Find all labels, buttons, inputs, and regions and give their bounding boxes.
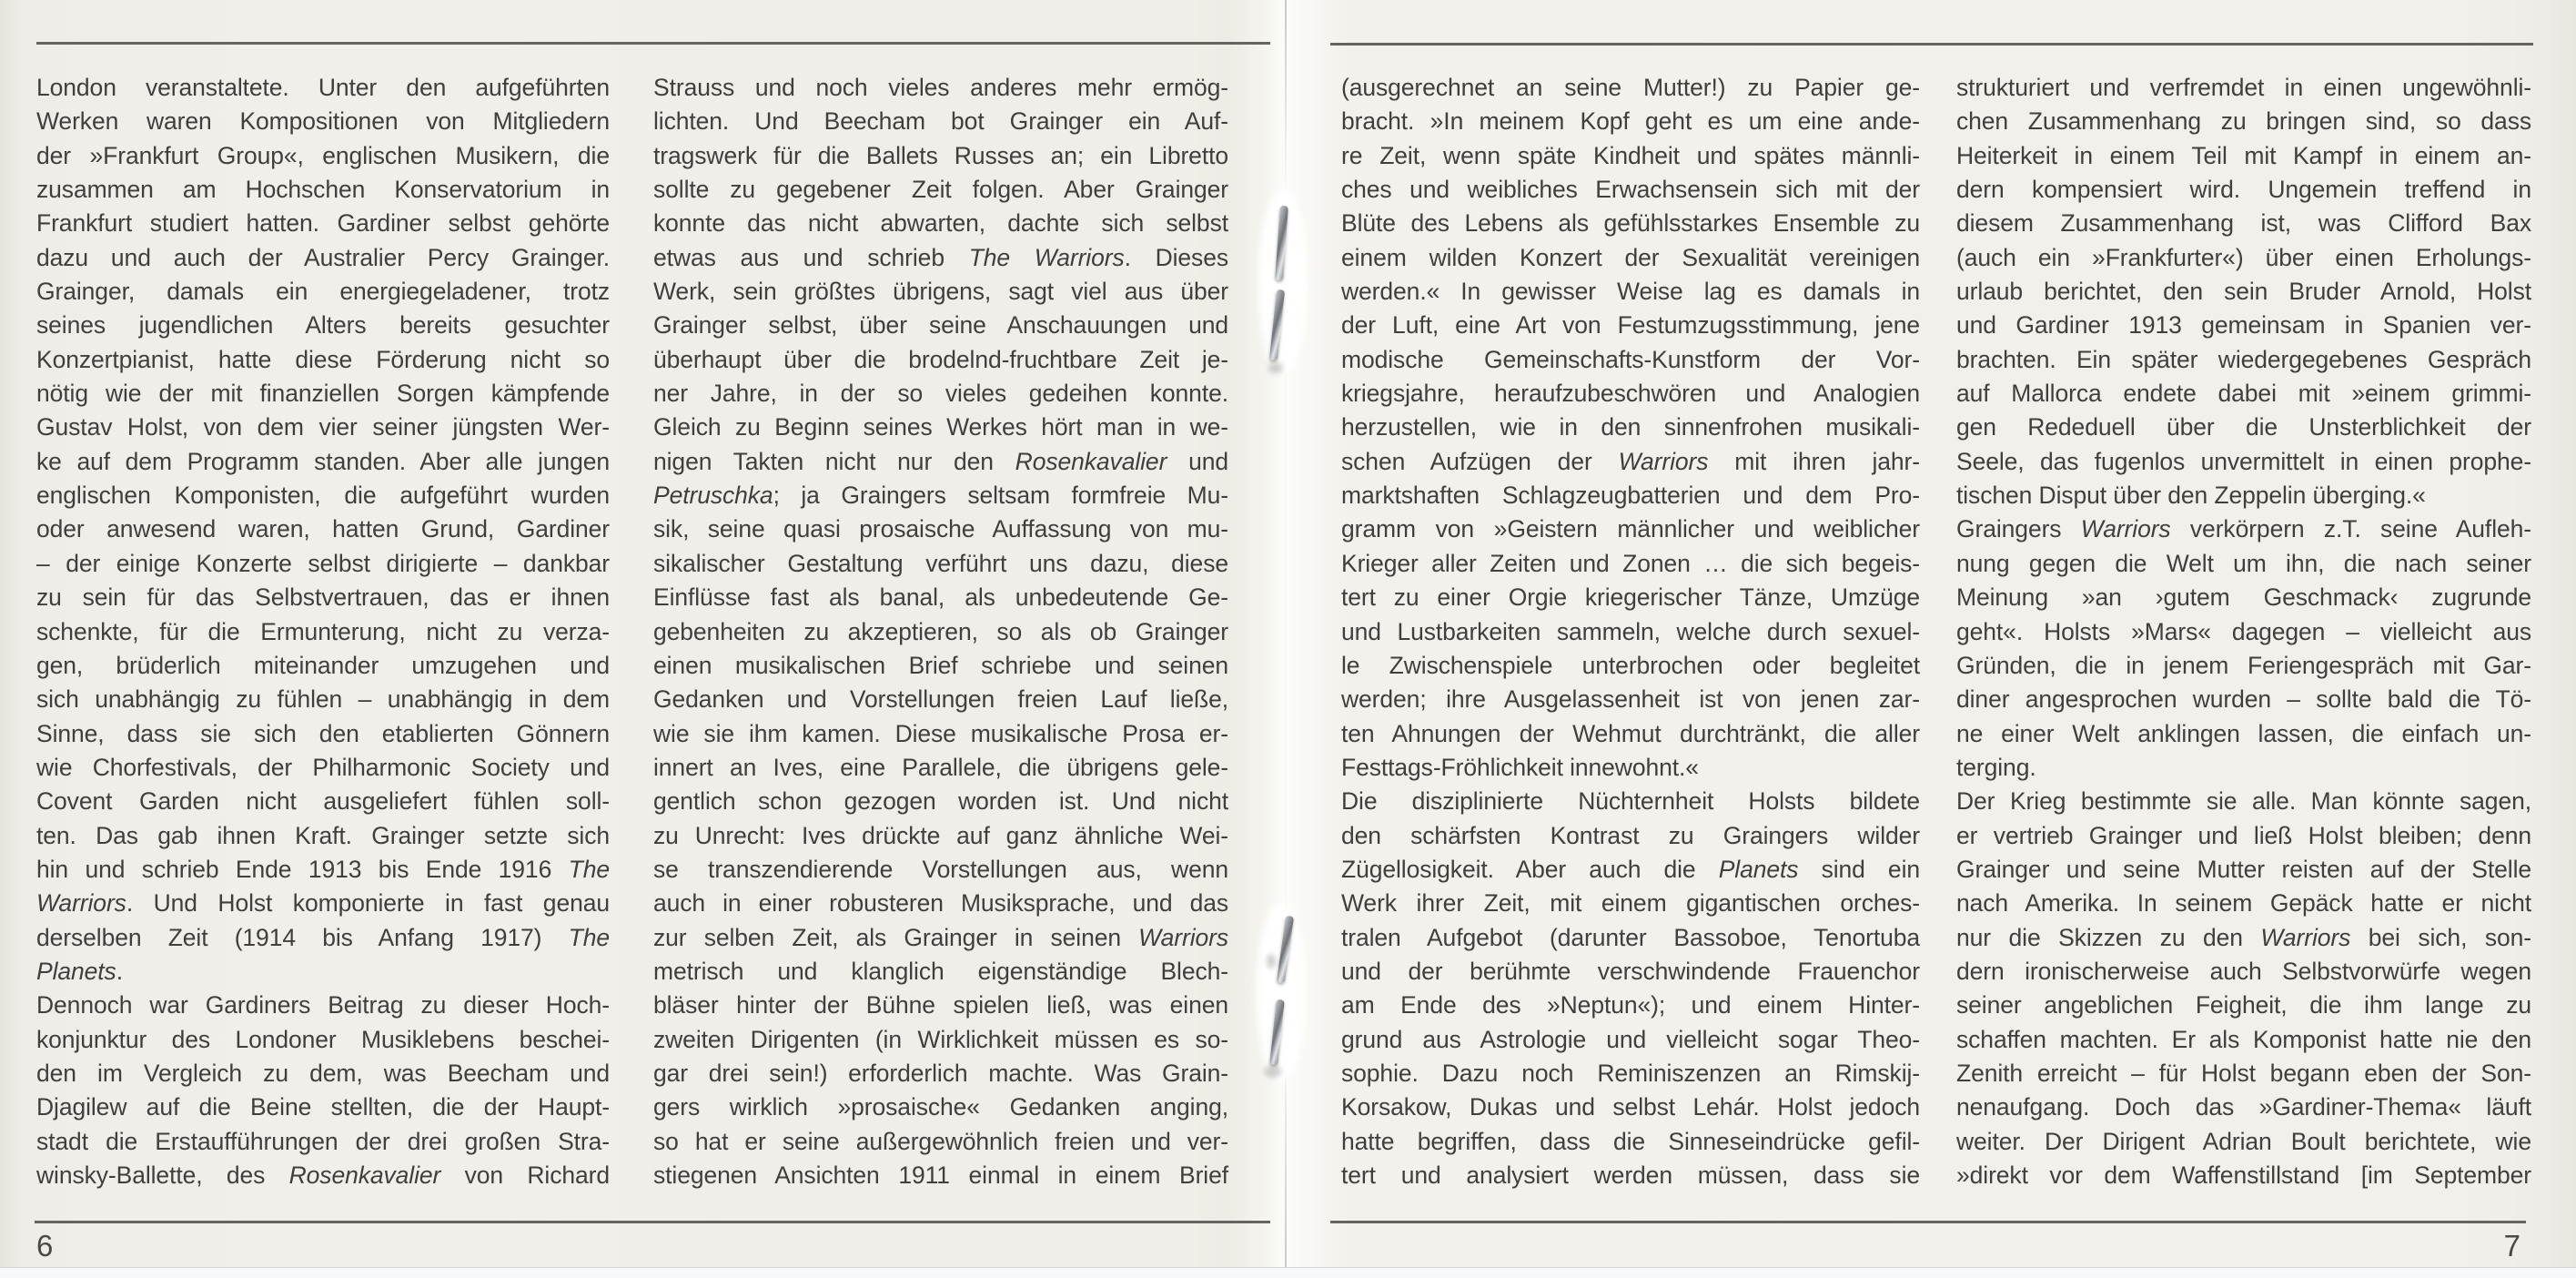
text-segment: gramm von »Geistern männlicher und weiblicher bbox=[1341, 515, 1920, 543]
text-line bbox=[1956, 751, 2531, 785]
italic-text: The bbox=[568, 855, 610, 883]
text-line bbox=[653, 853, 1228, 887]
text-segment: bläser hinter der Bühne spielen ließ, was einen bbox=[653, 991, 1228, 1019]
text-line bbox=[36, 717, 610, 751]
text-line bbox=[36, 343, 610, 377]
text-segment: Gustav Holst, von dem vier seiner jüngsten Wer- bbox=[36, 413, 610, 441]
text-segment: sind ein bbox=[1798, 855, 1920, 883]
text-segment: brachten. Ein später wiedergegebenes Gespräch bbox=[1956, 345, 2531, 373]
italic-text: Warriors bbox=[2260, 923, 2351, 951]
text-segment: einen musikalischen Brief schriebe und seinen bbox=[653, 651, 1228, 679]
text-line bbox=[653, 785, 1228, 818]
text-line bbox=[36, 173, 610, 207]
text-line bbox=[653, 547, 1228, 581]
binding-smudge bbox=[1267, 954, 1276, 969]
text-line bbox=[1341, 581, 1920, 614]
text-segment: zur selben Zeit, als Grainger in seinen bbox=[653, 923, 1139, 951]
text-segment: re Zeit, wenn späte Kindheit und spätes männli- bbox=[1341, 141, 1920, 169]
text-segment: ner Jahre, in der so vieles gedeihen konnte. bbox=[653, 380, 1228, 408]
text-segment: – der einige Konzerte selbst dirigierte – dankbar bbox=[36, 549, 610, 577]
text-line bbox=[653, 1023, 1228, 1057]
text-segment: auch in einer robusteren Musiksprache, und das bbox=[653, 889, 1228, 918]
text-segment: verkörpern z.T. seine Aufleh- bbox=[2170, 515, 2531, 543]
text-line bbox=[36, 1023, 610, 1057]
text-segment: und Lustbarkeiten sammeln, welche durch sexuel- bbox=[1341, 617, 1920, 645]
text-line bbox=[36, 887, 610, 920]
text-line bbox=[1956, 71, 2531, 105]
text-segment: Meinung »an ›gutem Geschmack‹ zugrunde bbox=[1956, 583, 2531, 612]
text-line bbox=[1341, 547, 1920, 581]
text-segment: »direkt vor dem Waffenstillstand [im September bbox=[1956, 1161, 2531, 1189]
text-line bbox=[36, 1159, 610, 1192]
text-line bbox=[1956, 411, 2531, 444]
text-segment: der »Frankfurt Group«, englischen Musikern, die bbox=[36, 141, 610, 169]
text-line bbox=[1341, 377, 1920, 411]
text-segment: Werk ihrer Zeit, mit einem gigantischen orches- bbox=[1341, 889, 1920, 918]
text-segment: wie sie ihm kamen. Diese musikalische Prosa er- bbox=[653, 719, 1228, 747]
text-segment: (ausgerechnet an seine Mutter!) zu Papier ge- bbox=[1341, 74, 1920, 101]
text-line bbox=[653, 955, 1228, 989]
binding-smudge bbox=[1268, 362, 1283, 373]
text-segment: Grainger, damals ein energiegeladener, trotz bbox=[36, 278, 610, 306]
text-line bbox=[1341, 1023, 1920, 1057]
text-line bbox=[653, 71, 1228, 105]
text-line bbox=[1956, 1090, 2531, 1124]
italic-text: Rosenkavalier bbox=[288, 1161, 441, 1189]
text-segment: englischen Komponisten, die aufgeführt wurden bbox=[36, 482, 610, 510]
text-segment: sophie. Dazu noch Reminiszenzen an Rimskij- bbox=[1341, 1059, 1920, 1087]
italic-text: Planets bbox=[36, 957, 116, 985]
text-segment: werden; ihre Ausgelassenheit ist von jenen zar- bbox=[1341, 685, 1920, 714]
text-line bbox=[1341, 989, 1920, 1022]
text-line bbox=[36, 445, 610, 479]
text-segment: gar drei sein!) erforderlich machte. Was Grain- bbox=[653, 1059, 1228, 1087]
text-line bbox=[653, 921, 1228, 955]
text-segment: . Und Holst komponierte in fast genau bbox=[126, 889, 610, 918]
text-line bbox=[653, 649, 1228, 683]
text-line bbox=[1341, 309, 1920, 342]
text-segment: Blüte des Lebens als gefühlsstarkes Ensemble zu bbox=[1341, 209, 1920, 238]
text-segment: Dennoch war Gardiners Beitrag zu dieser Hoch- bbox=[36, 991, 610, 1019]
text-segment: geht«. Holsts »Mars« dagegen – vielleicht aus bbox=[1956, 617, 2531, 645]
text-segment: winsky-Ballette, des bbox=[36, 1161, 289, 1189]
text-segment: Werk, sein größtes übrigens, sagt viel aus über bbox=[653, 278, 1228, 306]
text-segment: Zenith erreicht – für Holst begann eben der Son- bbox=[1956, 1059, 2531, 1087]
text-segment: marktshaften Schlagzeugbatterien und dem Pro- bbox=[1341, 482, 1920, 510]
text-line bbox=[653, 139, 1228, 173]
text-line bbox=[1956, 173, 2531, 207]
text-line bbox=[653, 479, 1228, 512]
text-line bbox=[36, 377, 610, 411]
text-segment: mit ihren jahr- bbox=[1708, 447, 1920, 475]
text-line bbox=[1956, 955, 2531, 989]
text-segment: Gleich zu Beginn seines Werkes hört man in we- bbox=[653, 413, 1228, 441]
text-segment: bei sich, son- bbox=[2350, 923, 2531, 951]
text-line bbox=[36, 1125, 610, 1159]
text-line bbox=[653, 751, 1228, 785]
text-segment: London veranstaltete. Unter den aufgeführten bbox=[36, 74, 610, 101]
text-line bbox=[1341, 615, 1920, 649]
text-line bbox=[36, 1090, 610, 1124]
text-line bbox=[1956, 921, 2531, 955]
text-segment: nach Amerika. In seinem Gepäck hatte er nicht bbox=[1956, 889, 2531, 918]
text-segment: oder anwesend waren, hatten Grund, Gardiner bbox=[36, 515, 610, 543]
text-line bbox=[1341, 649, 1920, 683]
text-segment: Heiterkeit in einem Teil mit Kampf in einem an- bbox=[1956, 141, 2531, 169]
text-segment: seines jugendlichen Alters bereits gesuchter bbox=[36, 311, 610, 340]
text-line bbox=[1341, 1090, 1920, 1124]
text-line bbox=[1956, 343, 2531, 377]
text-segment: auf Mallorca endete dabei mit »einem grimmi- bbox=[1956, 380, 2531, 408]
text-segment: Seele, das fugenlos unvermittelt in einen prophe- bbox=[1956, 447, 2531, 475]
text-line bbox=[1956, 547, 2531, 581]
text-line bbox=[653, 512, 1228, 546]
text-segment: Frankfurt studiert hatten. Gardiner selbst gehörte bbox=[36, 209, 610, 238]
text-segment: (auch ein »Frankfurter«) über einen Erholungs- bbox=[1956, 243, 2531, 271]
text-segment: schen Aufzügen der bbox=[1341, 447, 1619, 475]
text-segment: kriegsjahre, heraufzubeschwören und Analogien bbox=[1341, 380, 1920, 408]
top-rule-right-page bbox=[1330, 43, 2533, 46]
text-segment: tragswerk für die Ballets Russes an; ein Libretto bbox=[653, 141, 1228, 169]
text-segment: . Dieses bbox=[1124, 243, 1228, 271]
text-line bbox=[36, 955, 610, 989]
text-line bbox=[1341, 819, 1920, 853]
text-line bbox=[36, 989, 610, 1022]
text-line bbox=[1956, 1057, 2531, 1090]
text-segment: dern kompensiert wird. Ungemein treffend in bbox=[1956, 176, 2531, 204]
text-segment: Sinne, dass sie sich den etablierten Gönnern bbox=[36, 719, 610, 747]
text-line bbox=[1341, 139, 1920, 173]
text-line bbox=[36, 785, 610, 818]
text-segment: herzustellen, wie in den sinnenfrohen musikali- bbox=[1341, 413, 1920, 441]
text-segment: lichten. Und Beecham bot Grainger ein Auf- bbox=[653, 107, 1228, 136]
text-segment: konjunktur des Londoner Musiklebens beschei- bbox=[36, 1025, 610, 1053]
text-line bbox=[1956, 615, 2531, 649]
text-segment: derselben Zeit (1914 bis Anfang 1917) bbox=[36, 923, 569, 951]
text-line bbox=[1956, 139, 2531, 173]
text-line bbox=[653, 887, 1228, 920]
text-segment: hatte begriffen, dass die Sinneseindrücke gefil- bbox=[1341, 1127, 1920, 1155]
text-line bbox=[1956, 105, 2531, 138]
text-line bbox=[36, 751, 610, 785]
text-segment: Gründen, die in jenem Feriengespräch mit Gar- bbox=[1956, 651, 2531, 679]
text-line bbox=[36, 71, 610, 105]
text-segment: der Luft, eine Art von Festumzugsstimmung, jene bbox=[1341, 311, 1920, 340]
text-segment: gen, brüderlich miteinander umzugehen und bbox=[36, 651, 610, 679]
text-line bbox=[1956, 377, 2531, 411]
text-segment: sik, seine quasi prosaische Auffassung von mu- bbox=[653, 515, 1228, 543]
text-segment: Konzertpianist, hatte diese Förderung nicht so bbox=[36, 345, 610, 373]
text-segment: und bbox=[1167, 447, 1228, 475]
text-line bbox=[653, 819, 1228, 853]
text-segment: Festtags-Fröhlichkeit innewohnt.« bbox=[1341, 753, 1699, 781]
text-line bbox=[1341, 1159, 1920, 1192]
text-segment: Die disziplinierte Nüchternheit Holsts bildete bbox=[1341, 787, 1920, 816]
text-line bbox=[653, 581, 1228, 614]
text-line bbox=[653, 989, 1228, 1022]
text-line bbox=[653, 173, 1228, 207]
text-segment: Korsakow, Dukas und selbst Lehár. Holst jedoch bbox=[1341, 1093, 1920, 1121]
text-segment: gentlich schon gezogen worden ist. Und nicht bbox=[653, 787, 1228, 816]
italic-text: Planets bbox=[1718, 855, 1799, 883]
text-line bbox=[1956, 717, 2531, 751]
text-segment: sikalischer Gestaltung verführt uns dazu, diese bbox=[653, 549, 1228, 577]
text-line bbox=[653, 683, 1228, 716]
text-segment: zusammen am Hochschen Konservatorium in bbox=[36, 176, 610, 204]
text-line bbox=[36, 309, 610, 342]
text-line bbox=[36, 241, 610, 275]
text-segment: den im Vergleich zu dem, was Beecham und bbox=[36, 1059, 610, 1087]
text-segment: nigen Takten nicht nur den bbox=[653, 447, 1015, 475]
text-line bbox=[1341, 921, 1920, 955]
text-segment: le Zwischenspiele unterbrochen oder begleitet bbox=[1341, 651, 1920, 679]
text-line bbox=[1341, 1057, 1920, 1090]
text-segment: ches und weibliches Erwachsensein sich mit der bbox=[1341, 176, 1920, 204]
text-line bbox=[36, 581, 610, 614]
italic-text: The bbox=[568, 923, 610, 951]
text-segment: terging. bbox=[1956, 753, 2036, 781]
text-segment: Djagilew auf die Beine stellten, die der Haupt- bbox=[36, 1093, 610, 1121]
page-number-left: 6 bbox=[36, 1229, 54, 1263]
text-segment: innert an Ives, eine Parallele, die übrigens gele- bbox=[653, 753, 1228, 781]
text-line bbox=[1341, 717, 1920, 751]
text-line bbox=[36, 207, 610, 240]
text-line bbox=[653, 343, 1228, 377]
text-segment: Covent Garden nicht ausgeliefert fühlen soll- bbox=[36, 787, 610, 816]
text-segment: ten Ahnungen der Wehmut durchtränkt, die aller bbox=[1341, 719, 1920, 747]
text-line bbox=[1341, 445, 1920, 479]
italic-text: Warriors bbox=[1138, 923, 1228, 951]
text-segment: metrisch und klanglich eigenständige Blech- bbox=[653, 957, 1228, 985]
text-segment: grund aus Astrologie und vielleicht sogar Theo- bbox=[1341, 1025, 1920, 1053]
text-segment: modische Gemeinschafts-Kunstform der Vor- bbox=[1341, 345, 1920, 373]
text-segment: werden.« In gewisser Weise lag es damals in bbox=[1341, 278, 1920, 306]
text-line bbox=[1341, 887, 1920, 920]
text-line bbox=[653, 241, 1228, 275]
text-line bbox=[1341, 411, 1920, 444]
text-line bbox=[1956, 479, 2531, 512]
text-line bbox=[1956, 1023, 2531, 1057]
text-line bbox=[1341, 105, 1920, 138]
text-line bbox=[653, 1125, 1228, 1159]
text-line bbox=[36, 921, 610, 955]
text-segment: nur die Skizzen zu den bbox=[1956, 923, 2261, 951]
text-segment: Grainger und seine Mutter reisten auf der Stelle bbox=[1956, 855, 2531, 883]
text-segment: schaffen machten. Er als Komponist hatte nie den bbox=[1956, 1025, 2531, 1053]
text-line bbox=[1956, 853, 2531, 887]
text-segment: strukturiert und verfremdet in einen ungewöhnli- bbox=[1956, 74, 2531, 101]
text-line bbox=[1341, 853, 1920, 887]
text-line bbox=[1341, 71, 1920, 105]
text-line bbox=[1956, 512, 2531, 546]
text-line bbox=[653, 1159, 1228, 1192]
text-segment: ; ja Graingers seltsam formfreie Mu- bbox=[773, 482, 1228, 510]
text-segment: gen Rededuell über die Unsterblichkeit der bbox=[1956, 413, 2531, 441]
text-segment: zu sein für das Selbstvertrauen, das er ihnen bbox=[36, 583, 610, 612]
text-line bbox=[1956, 683, 2531, 716]
text-line bbox=[36, 615, 610, 649]
text-line bbox=[1956, 989, 2531, 1022]
italic-text: Rosenkavalier bbox=[1015, 447, 1167, 475]
text-segment: er vertrieb Grainger und ließ Holst bleiben; denn bbox=[1956, 821, 2531, 849]
text-segment: stiegenen Ansichten 1911 einmal in einem Brief bbox=[653, 1161, 1228, 1189]
italic-text: Warriors bbox=[2080, 515, 2171, 543]
text-line bbox=[1956, 1159, 2531, 1192]
text-segment: ne einer Welt anklingen lassen, die einfach un- bbox=[1956, 719, 2531, 747]
text-segment: etwas aus und schrieb bbox=[653, 243, 969, 271]
text-column-3 bbox=[1341, 71, 1920, 1192]
text-line bbox=[1341, 479, 1920, 512]
text-line bbox=[1341, 785, 1920, 818]
text-segment: gers wirklich »prosaische« Gedanken anging, bbox=[653, 1093, 1228, 1121]
text-line bbox=[653, 275, 1228, 309]
text-segment: Zügellosigkeit. Aber auch die bbox=[1341, 855, 1719, 883]
text-segment: und Gardiner 1913 gemeinsam in Spanien ver- bbox=[1956, 311, 2531, 340]
text-segment: Der Krieg bestimmte sie alle. Man könnte sagen, bbox=[1956, 787, 2531, 816]
text-segment: stadt die Erstaufführungen der drei großen Stra- bbox=[36, 1127, 610, 1155]
text-segment: Grainger selbst, über seine Anschauungen und bbox=[653, 311, 1228, 340]
text-segment: von Richard bbox=[440, 1161, 610, 1189]
top-rule-left-page bbox=[36, 42, 1270, 45]
text-line bbox=[36, 853, 610, 887]
text-line bbox=[36, 105, 610, 138]
text-line bbox=[653, 445, 1228, 479]
text-segment: sich unabhängig zu fühlen – unabhängig in dem bbox=[36, 685, 610, 714]
text-line bbox=[1341, 275, 1920, 309]
text-line bbox=[36, 479, 610, 512]
text-line bbox=[1956, 275, 2531, 309]
text-line bbox=[36, 547, 610, 581]
text-line bbox=[36, 1057, 610, 1090]
text-line bbox=[1341, 1125, 1920, 1159]
text-line bbox=[653, 615, 1228, 649]
text-line bbox=[36, 139, 610, 173]
text-segment: urlaub berichtet, den sein Bruder Arnold, Holst bbox=[1956, 278, 2531, 306]
text-line bbox=[1956, 241, 2531, 275]
scan-edge-strip bbox=[0, 1267, 2576, 1278]
text-segment: Einflüsse fast als banal, als unbedeutende Ge- bbox=[653, 583, 1228, 612]
text-line bbox=[1956, 1125, 2531, 1159]
text-segment: schenkte, für die Ermunterung, nicht zu verza- bbox=[36, 617, 610, 645]
text-segment: se transzendierende Vorstellungen aus, wenn bbox=[653, 855, 1228, 883]
text-segment: . bbox=[116, 957, 123, 985]
text-line bbox=[1341, 683, 1920, 716]
text-line bbox=[1341, 343, 1920, 377]
text-segment: überhaupt über die brodelnd-fruchtbare Zeit je- bbox=[653, 345, 1228, 373]
staple-paper-tear-bottom bbox=[1257, 903, 1306, 1081]
text-segment: nötig wie der mit finanziellen Sorgen kämpfende bbox=[36, 380, 610, 408]
text-segment: so hat er seine außergewöhnlich freien und ver- bbox=[653, 1127, 1228, 1155]
text-segment: tischen Disput über den Zeppelin überging.« bbox=[1956, 482, 2426, 510]
text-segment: konnte das nicht abwarten, dachte sich selbst bbox=[653, 209, 1228, 238]
text-line bbox=[36, 275, 610, 309]
text-segment: den schärfsten Kontrast zu Graingers wilder bbox=[1341, 821, 1920, 849]
text-line bbox=[653, 1090, 1228, 1124]
text-segment: zweiten Dirigenten (in Wirklichkeit müssen es so- bbox=[653, 1025, 1228, 1053]
text-column-4 bbox=[1956, 71, 2531, 1192]
text-line bbox=[1341, 173, 1920, 207]
text-segment: einem wilden Konzert der Sexualität vereinigen bbox=[1341, 243, 1920, 271]
text-segment: gebenheiten zu akzeptieren, so als ob Grainger bbox=[653, 617, 1228, 645]
italic-text: Warriors bbox=[36, 889, 126, 918]
text-line bbox=[36, 512, 610, 546]
text-line bbox=[653, 1057, 1228, 1090]
text-line bbox=[653, 105, 1228, 138]
text-segment: seiner angeblichen Feigheit, die ihm lange zu bbox=[1956, 991, 2531, 1019]
text-line bbox=[1341, 207, 1920, 240]
text-line bbox=[1956, 445, 2531, 479]
text-segment: ke auf dem Programm standen. Aber alle jungen bbox=[36, 447, 610, 475]
bottom-rule-left-page bbox=[35, 1221, 1270, 1223]
italic-text: Warriors bbox=[1618, 447, 1709, 475]
italic-text: Petruschka bbox=[653, 482, 773, 510]
text-segment: Graingers bbox=[1956, 515, 2081, 543]
text-segment: wie Chorfestivals, der Philharmonic Society und bbox=[36, 753, 610, 781]
text-column-1 bbox=[36, 71, 610, 1192]
text-segment: dern ironischerweise auch Selbstvorwürfe wegen bbox=[1956, 957, 2531, 985]
text-line bbox=[653, 377, 1228, 411]
text-line bbox=[36, 819, 610, 853]
text-segment: diesem Zusammenhang ist, was Clifford Bax bbox=[1956, 209, 2531, 238]
text-line bbox=[1956, 785, 2531, 818]
text-segment: und der berühmte verschwindende Frauenchor bbox=[1341, 957, 1920, 985]
text-segment: tralen Aufgebot (darunter Bassoboe, Tenortuba bbox=[1341, 923, 1920, 951]
text-line bbox=[1341, 955, 1920, 989]
text-line bbox=[36, 649, 610, 683]
text-line bbox=[653, 411, 1228, 444]
text-line bbox=[653, 207, 1228, 240]
text-line bbox=[1956, 819, 2531, 853]
text-line bbox=[653, 309, 1228, 342]
text-segment: ten. Das gab ihnen Kraft. Grainger setzte sich bbox=[36, 821, 610, 849]
text-line bbox=[1956, 649, 2531, 683]
text-column-2 bbox=[653, 71, 1228, 1192]
bottom-rule-right-page bbox=[1330, 1221, 2526, 1223]
text-segment: bracht. »In meinem Kopf geht es um eine ande- bbox=[1341, 107, 1920, 136]
text-line bbox=[1341, 512, 1920, 546]
text-segment: hin und schrieb Ende 1913 bis Ende 1916 bbox=[36, 855, 569, 883]
text-line bbox=[1956, 887, 2531, 920]
text-line bbox=[36, 411, 610, 444]
italic-text: The Warriors bbox=[968, 243, 1125, 271]
text-segment: Werken waren Kompositionen von Mitgliedern bbox=[36, 107, 610, 136]
text-line bbox=[1341, 241, 1920, 275]
text-segment: Gedanken und Vorstellungen freien Lauf ließe, bbox=[653, 685, 1228, 714]
text-segment: chen Zusammenhang zu bringen sind, so dass bbox=[1956, 107, 2531, 136]
text-line bbox=[1956, 207, 2531, 240]
text-segment: Krieger aller Zeiten und Zonen … die sich begeis- bbox=[1341, 549, 1920, 577]
text-line bbox=[36, 683, 610, 716]
text-segment: sollte zu gegebener Zeit folgen. Aber Grainger bbox=[653, 176, 1228, 204]
binding-smudge bbox=[1265, 1065, 1281, 1078]
text-segment: zu Unrecht: Ives drückte auf ganz ähnliche Wei- bbox=[653, 821, 1228, 849]
text-segment: nenaufgang. Doch das »Gardiner-Thema« läuft bbox=[1956, 1093, 2531, 1121]
text-segment: diner angesprochen wurden – sollte bald die Tö- bbox=[1956, 685, 2531, 714]
text-segment: nung gegen die Welt um ihn, die nach seiner bbox=[1956, 549, 2531, 577]
text-segment: am Ende des »Neptun«); und einem Hinter- bbox=[1341, 991, 1920, 1019]
text-segment: weiter. Der Dirigent Adrian Boult berichtete, wie bbox=[1956, 1127, 2531, 1155]
text-segment: tert zu einer Orgie kriegerischer Tänze, Umzüge bbox=[1341, 583, 1920, 612]
text-line bbox=[1956, 309, 2531, 342]
text-segment: Strauss und noch vieles anderes mehr ermög- bbox=[653, 74, 1228, 101]
page-number-right: 7 bbox=[2503, 1229, 2520, 1263]
text-line bbox=[653, 717, 1228, 751]
text-line bbox=[1956, 581, 2531, 614]
text-segment: dazu und auch der Australier Percy Grainger. bbox=[36, 243, 610, 271]
text-segment: tert und analysiert werden müssen, dass sie bbox=[1341, 1161, 1920, 1189]
text-line bbox=[1341, 751, 1920, 785]
